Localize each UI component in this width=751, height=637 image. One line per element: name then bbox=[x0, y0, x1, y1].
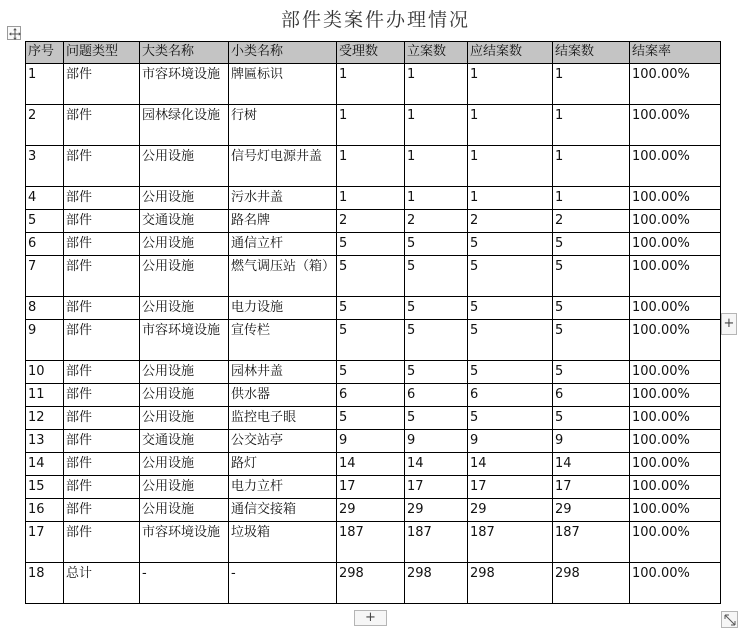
table-cell: 1 bbox=[405, 64, 468, 105]
table-cell: 部件 bbox=[64, 522, 140, 563]
table-cell: 6 bbox=[468, 384, 553, 407]
table-cell: 1 bbox=[337, 146, 405, 187]
table-cell: 9 bbox=[26, 320, 64, 361]
table-cell: 5 bbox=[553, 320, 630, 361]
header-cell: 序号 bbox=[26, 42, 64, 64]
table-cell: 5 bbox=[337, 361, 405, 384]
table-cell: 5 bbox=[468, 407, 553, 430]
table-cell: 5 bbox=[405, 256, 468, 297]
table-cell: 宣传栏 bbox=[229, 320, 337, 361]
table-cell: 部件 bbox=[64, 210, 140, 233]
table-cell: 公用设施 bbox=[140, 233, 229, 256]
table-cell: 17 bbox=[405, 476, 468, 499]
table-cell: 市容环境设施 bbox=[140, 320, 229, 361]
table-cell: 路灯 bbox=[229, 453, 337, 476]
table-cell: 5 bbox=[337, 407, 405, 430]
table-cell: 5 bbox=[468, 256, 553, 297]
table-cell: 5 bbox=[405, 233, 468, 256]
table-cell: 5 bbox=[468, 297, 553, 320]
table-cell: 5 bbox=[26, 210, 64, 233]
table-cell: 17 bbox=[26, 522, 64, 563]
table-cell: 公用设施 bbox=[140, 187, 229, 210]
table-cell: 交通设施 bbox=[140, 210, 229, 233]
table-cell: 100.00% bbox=[630, 499, 721, 522]
table-cell: 交通设施 bbox=[140, 430, 229, 453]
table-cell: 298 bbox=[553, 563, 630, 604]
table-cell: 8 bbox=[26, 297, 64, 320]
header-cell: 大类名称 bbox=[140, 42, 229, 64]
table-cell: 电力立杆 bbox=[229, 476, 337, 499]
table-cell: 100.00% bbox=[630, 256, 721, 297]
table-cell: 298 bbox=[468, 563, 553, 604]
table-cell: 公交站亭 bbox=[229, 430, 337, 453]
table-cell: 公用设施 bbox=[140, 297, 229, 320]
table-cell: 5 bbox=[553, 407, 630, 430]
table-cell: 100.00% bbox=[630, 210, 721, 233]
header-cell: 结案数 bbox=[553, 42, 630, 64]
table-row bbox=[26, 453, 721, 476]
table-cell: 部件 bbox=[64, 187, 140, 210]
header-cell: 立案数 bbox=[405, 42, 468, 64]
table-cell: 行树 bbox=[229, 105, 337, 146]
table-cell: 2 bbox=[337, 210, 405, 233]
header-cell: 小类名称 bbox=[229, 42, 337, 64]
table-cell: 部件 bbox=[64, 476, 140, 499]
table-cell: 16 bbox=[26, 499, 64, 522]
table-cell: 公用设施 bbox=[140, 407, 229, 430]
table-cell: 1 bbox=[405, 187, 468, 210]
header-cell: 结案率 bbox=[630, 42, 721, 64]
table-cell: 5 bbox=[553, 256, 630, 297]
table-cell: 公用设施 bbox=[140, 256, 229, 297]
table-cell: 公用设施 bbox=[140, 384, 229, 407]
table-cell: 187 bbox=[337, 522, 405, 563]
table-cell: 7 bbox=[26, 256, 64, 297]
table-row bbox=[26, 499, 721, 522]
table-cell: 5 bbox=[405, 361, 468, 384]
table-cell: 路名牌 bbox=[229, 210, 337, 233]
table-cell: 园林绿化设施 bbox=[140, 105, 229, 146]
table-cell: 信号灯电源井盖 bbox=[229, 146, 337, 187]
table-cell: 187 bbox=[553, 522, 630, 563]
table-cell: 5 bbox=[405, 320, 468, 361]
table-cell: 园林井盖 bbox=[229, 361, 337, 384]
table-row bbox=[26, 187, 721, 210]
table-cell: 6 bbox=[337, 384, 405, 407]
table-cell: 通信交接箱 bbox=[229, 499, 337, 522]
table-cell: - bbox=[229, 563, 337, 604]
case-table bbox=[25, 41, 721, 604]
table-cell: 298 bbox=[405, 563, 468, 604]
table-row bbox=[26, 430, 721, 453]
table-cell: 100.00% bbox=[630, 320, 721, 361]
table-row bbox=[26, 146, 721, 187]
table-cell: 公用设施 bbox=[140, 361, 229, 384]
table-cell: 1 bbox=[553, 105, 630, 146]
table-cell: 1 bbox=[337, 64, 405, 105]
table-cell: 298 bbox=[337, 563, 405, 604]
table-cell: 1 bbox=[553, 187, 630, 210]
table-cell: 100.00% bbox=[630, 453, 721, 476]
table-cell: 3 bbox=[26, 146, 64, 187]
table-cell: 5 bbox=[405, 297, 468, 320]
table-cell: 监控电子眼 bbox=[229, 407, 337, 430]
table-resize-handle[interactable] bbox=[721, 611, 738, 628]
table-cell: 17 bbox=[468, 476, 553, 499]
table-cell: 14 bbox=[337, 453, 405, 476]
header-cell: 受理数 bbox=[337, 42, 405, 64]
table-cell: 100.00% bbox=[630, 407, 721, 430]
table-cell: 5 bbox=[553, 233, 630, 256]
table-cell: 通信立杆 bbox=[229, 233, 337, 256]
table-cell: 部件 bbox=[64, 320, 140, 361]
table-cell: 1 bbox=[337, 187, 405, 210]
table-cell: 14 bbox=[26, 453, 64, 476]
table-cell: 部件 bbox=[64, 361, 140, 384]
table-cell: 部件 bbox=[64, 453, 140, 476]
table-cell: 6 bbox=[405, 384, 468, 407]
table-cell: 29 bbox=[337, 499, 405, 522]
table-cell: 14 bbox=[405, 453, 468, 476]
table-cell: 2 bbox=[405, 210, 468, 233]
table-row bbox=[26, 563, 721, 604]
table-cell: 1 bbox=[468, 187, 553, 210]
header-cell: 问题类型 bbox=[64, 42, 140, 64]
table-cell: 部件 bbox=[64, 105, 140, 146]
table-cell: 10 bbox=[26, 361, 64, 384]
table-cell: 9 bbox=[337, 430, 405, 453]
table-cell: 部件 bbox=[64, 384, 140, 407]
table-cell: 29 bbox=[468, 499, 553, 522]
table-cell: 100.00% bbox=[630, 146, 721, 187]
table-row bbox=[26, 476, 721, 499]
table-cell: 4 bbox=[26, 187, 64, 210]
table-cell: 总计 bbox=[64, 563, 140, 604]
table-row bbox=[26, 233, 721, 256]
table-cell: 100.00% bbox=[630, 563, 721, 604]
table-cell: 5 bbox=[337, 256, 405, 297]
table-cell: 1 bbox=[405, 105, 468, 146]
table-cell: 公用设施 bbox=[140, 453, 229, 476]
table-row bbox=[26, 320, 721, 361]
table-cell: 100.00% bbox=[630, 384, 721, 407]
table-cell: 6 bbox=[26, 233, 64, 256]
table-cell: 187 bbox=[405, 522, 468, 563]
table-cell: 5 bbox=[337, 320, 405, 361]
table-cell: 部件 bbox=[64, 407, 140, 430]
table-row bbox=[26, 105, 721, 146]
table-cell: 2 bbox=[468, 210, 553, 233]
diagonal-resize-icon bbox=[722, 612, 738, 628]
table-row bbox=[26, 361, 721, 384]
table-cell: 100.00% bbox=[630, 361, 721, 384]
table-cell: 100.00% bbox=[630, 430, 721, 453]
table-cell: 5 bbox=[468, 361, 553, 384]
table-cell: 1 bbox=[26, 64, 64, 105]
table-cell: 1 bbox=[337, 105, 405, 146]
table-cell: 燃气调压站（箱） bbox=[229, 256, 337, 297]
table-cell: 29 bbox=[405, 499, 468, 522]
table-cell: 5 bbox=[468, 233, 553, 256]
table-cell: 公用设施 bbox=[140, 499, 229, 522]
table-cell: 100.00% bbox=[630, 522, 721, 563]
table-cell: 15 bbox=[26, 476, 64, 499]
table-cell: 5 bbox=[337, 297, 405, 320]
table-cell: 1 bbox=[553, 64, 630, 105]
table-cell: 市容环境设施 bbox=[140, 522, 229, 563]
add-row-button[interactable]: + bbox=[354, 610, 387, 626]
table-cell: 5 bbox=[337, 233, 405, 256]
table-cell: 电力设施 bbox=[229, 297, 337, 320]
table-row bbox=[26, 297, 721, 320]
table-cell: 11 bbox=[26, 384, 64, 407]
table-cell: 17 bbox=[553, 476, 630, 499]
table-cell: 5 bbox=[468, 320, 553, 361]
header-cell: 应结案数 bbox=[468, 42, 553, 64]
table-move-handle[interactable] bbox=[7, 26, 21, 40]
table-cell: 187 bbox=[468, 522, 553, 563]
table-cell: 1 bbox=[468, 105, 553, 146]
table-cell: 9 bbox=[405, 430, 468, 453]
table-cell: 100.00% bbox=[630, 64, 721, 105]
table-cell: 100.00% bbox=[630, 105, 721, 146]
table-cell: 17 bbox=[337, 476, 405, 499]
table-row bbox=[26, 384, 721, 407]
table-cell: 市容环境设施 bbox=[140, 64, 229, 105]
table-cell: 14 bbox=[468, 453, 553, 476]
table-cell: 部件 bbox=[64, 64, 140, 105]
table-cell: 12 bbox=[26, 407, 64, 430]
table-cell: 部件 bbox=[64, 146, 140, 187]
table-cell: 5 bbox=[553, 361, 630, 384]
table-row bbox=[26, 210, 721, 233]
table-cell: 垃圾箱 bbox=[229, 522, 337, 563]
table-cell: 公用设施 bbox=[140, 476, 229, 499]
add-column-button[interactable]: + bbox=[721, 313, 737, 335]
table-cell: 9 bbox=[553, 430, 630, 453]
table-cell: 污水井盖 bbox=[229, 187, 337, 210]
table-cell: 5 bbox=[553, 297, 630, 320]
table-cell: 2 bbox=[26, 105, 64, 146]
table-cell: 牌匾标识 bbox=[229, 64, 337, 105]
table-cell: 9 bbox=[468, 430, 553, 453]
table-cell: 部件 bbox=[64, 297, 140, 320]
table-cell: 部件 bbox=[64, 256, 140, 297]
document-title: 部件类案件办理情况 bbox=[280, 9, 470, 31]
table-cell: 100.00% bbox=[630, 476, 721, 499]
table-cell: 部件 bbox=[64, 499, 140, 522]
table-cell: 18 bbox=[26, 563, 64, 604]
table-row bbox=[26, 522, 721, 563]
table-cell: 2 bbox=[553, 210, 630, 233]
table-cell: 100.00% bbox=[630, 297, 721, 320]
table-row bbox=[26, 64, 721, 105]
table-cell: 1 bbox=[468, 64, 553, 105]
table-row bbox=[26, 407, 721, 430]
table-cell: 部件 bbox=[64, 430, 140, 453]
table-cell: 部件 bbox=[64, 233, 140, 256]
table-cell: 1 bbox=[468, 146, 553, 187]
four-way-arrow-icon bbox=[8, 27, 22, 41]
table-cell: 供水器 bbox=[229, 384, 337, 407]
table-cell: - bbox=[140, 563, 229, 604]
table-cell: 13 bbox=[26, 430, 64, 453]
table-cell: 1 bbox=[405, 146, 468, 187]
table-header-row bbox=[26, 42, 721, 64]
table-cell: 公用设施 bbox=[140, 146, 229, 187]
table-cell: 14 bbox=[553, 453, 630, 476]
table-cell: 1 bbox=[553, 146, 630, 187]
table-cell: 6 bbox=[553, 384, 630, 407]
table-cell: 5 bbox=[405, 407, 468, 430]
table-row bbox=[26, 256, 721, 297]
table-cell: 29 bbox=[553, 499, 630, 522]
table-cell: 100.00% bbox=[630, 233, 721, 256]
table-cell: 100.00% bbox=[630, 187, 721, 210]
